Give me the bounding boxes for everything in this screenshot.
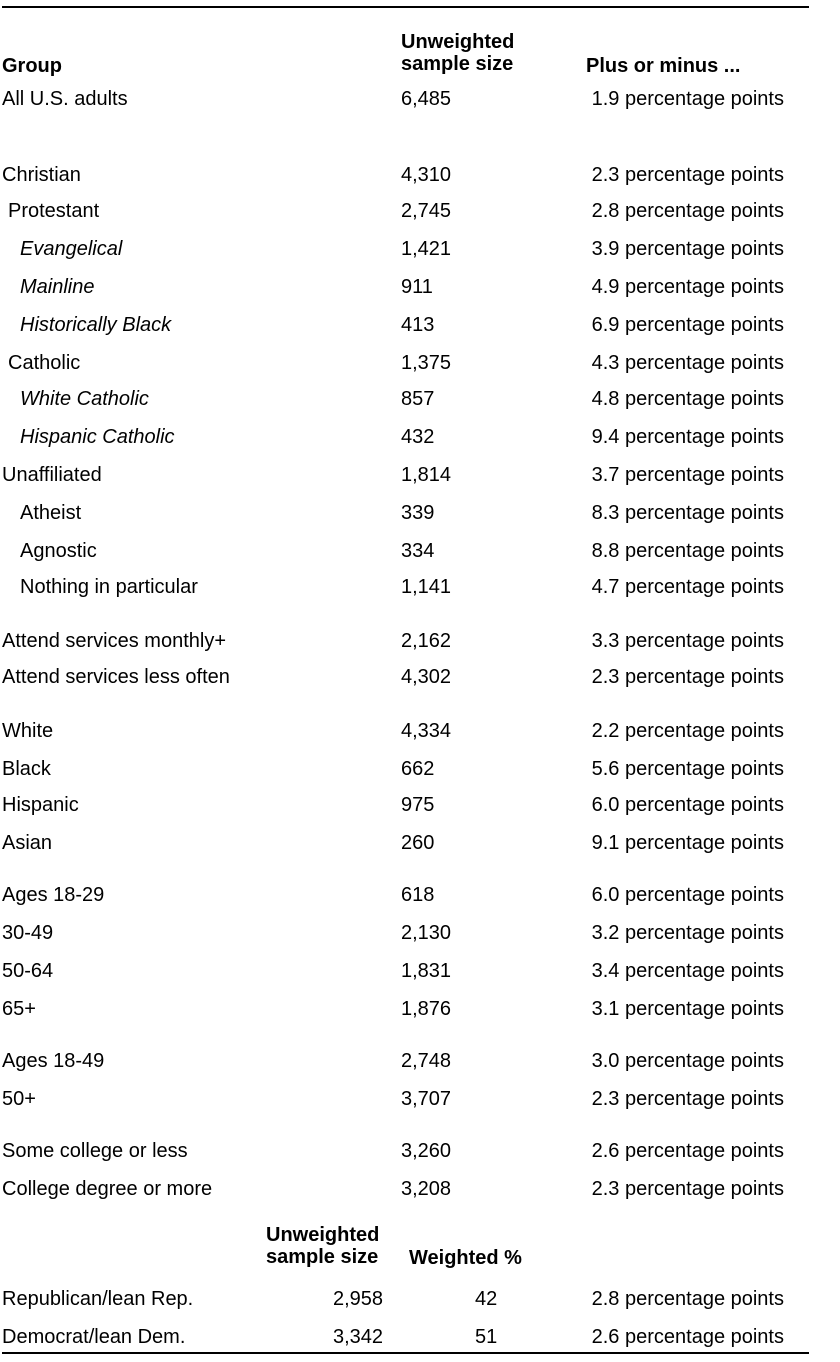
row-group-label: Catholic bbox=[8, 352, 81, 374]
row-group-label: 50+ bbox=[2, 1088, 36, 1110]
row-margin-of-error: 1.9 percentage points bbox=[591, 88, 784, 110]
row-group-label: Historically Black bbox=[20, 314, 172, 336]
row-margin-of-error: 4.9 percentage points bbox=[591, 276, 784, 298]
row-group-label: Hispanic bbox=[2, 794, 79, 816]
row-group-label: Hispanic Catholic bbox=[20, 426, 175, 448]
row-group-label: 50-64 bbox=[2, 960, 54, 982]
top-rule bbox=[2, 6, 809, 8]
row-group-label: Agnostic bbox=[20, 540, 97, 562]
row-margin-of-error: 3.2 percentage points bbox=[591, 922, 784, 944]
row-group-label: Ages 18-49 bbox=[2, 1050, 105, 1072]
row-group-label: Black bbox=[2, 758, 51, 780]
row-margin-of-error: 2.3 percentage points bbox=[591, 666, 784, 688]
row-margin-of-error: 8.3 percentage points bbox=[591, 502, 784, 524]
group-header: Group bbox=[2, 55, 62, 77]
row-group-label: White Catholic bbox=[20, 388, 149, 410]
row-group-label: Some college or less bbox=[2, 1140, 188, 1162]
plusminus-header: Plus or minus ... bbox=[586, 55, 741, 77]
row-group-label: College degree or more bbox=[2, 1178, 213, 1200]
party-sample-size-header-line1: Unweighted bbox=[266, 1224, 380, 1246]
row-group-label: Mainline bbox=[20, 276, 95, 298]
row-margin-of-error: 6.0 percentage points bbox=[591, 794, 784, 816]
row-margin-of-error: 3.7 percentage points bbox=[591, 464, 784, 486]
row-group-label: Attend services monthly+ bbox=[2, 630, 226, 652]
row-group-label: Unaffiliated bbox=[2, 464, 102, 486]
row-margin-of-error: 2.8 percentage points bbox=[591, 200, 784, 222]
row-group-label: Evangelical bbox=[20, 238, 123, 260]
row-margin-of-error: 6.9 percentage points bbox=[591, 314, 784, 336]
party-row-group-label: Republican/lean Rep. bbox=[2, 1288, 194, 1310]
row-margin-of-error: 3.3 percentage points bbox=[591, 630, 784, 652]
row-group-label: Atheist bbox=[20, 502, 82, 524]
row-group-label: Attend services less often bbox=[2, 666, 230, 688]
row-margin-of-error: 2.3 percentage points bbox=[591, 1178, 784, 1200]
row-margin-of-error: 2.3 percentage points bbox=[591, 1088, 784, 1110]
row-group-label: All U.S. adults bbox=[2, 88, 128, 110]
row-margin-of-error: 2.6 percentage points bbox=[591, 1140, 784, 1162]
row-group-label: 30-49 bbox=[2, 922, 54, 944]
row-margin-of-error: 9.1 percentage points bbox=[591, 832, 784, 854]
row-margin-of-error: 3.0 percentage points bbox=[591, 1050, 784, 1072]
row-margin-of-error: 4.3 percentage points bbox=[591, 352, 784, 374]
row-margin-of-error: 4.8 percentage points bbox=[591, 388, 784, 410]
party-row-margin-of-error: 2.6 percentage points bbox=[591, 1326, 784, 1348]
row-margin-of-error: 6.0 percentage points bbox=[591, 884, 784, 906]
row-group-label: Protestant bbox=[8, 200, 100, 222]
row-group-label: Nothing in particular bbox=[20, 576, 198, 598]
row-margin-of-error: 2.2 percentage points bbox=[591, 720, 784, 742]
row-group-label: 65+ bbox=[2, 998, 36, 1020]
row-margin-of-error: 9.4 percentage points bbox=[591, 426, 784, 448]
row-group-label: White bbox=[2, 720, 54, 742]
party-row-group-label: Democrat/lean Dem. bbox=[2, 1326, 186, 1348]
row-margin-of-error: 8.8 percentage points bbox=[591, 540, 784, 562]
row-margin-of-error: 2.3 percentage points bbox=[591, 164, 784, 186]
weighted-header: Weighted % bbox=[409, 1247, 522, 1269]
bottom-rule bbox=[2, 1352, 809, 1354]
row-margin-of-error: 3.4 percentage points bbox=[591, 960, 784, 982]
party-row-margin-of-error: 2.8 percentage points bbox=[591, 1288, 784, 1310]
party-sample-size-header bbox=[266, 1224, 379, 1268]
row-margin-of-error: 4.7 percentage points bbox=[591, 576, 784, 598]
row-group-label: Christian bbox=[2, 164, 81, 186]
row-margin-of-error: 5.6 percentage points bbox=[591, 758, 784, 780]
row-margin-of-error: 3.1 percentage points bbox=[591, 998, 784, 1020]
party-sample-size-header-line2: sample size bbox=[266, 1246, 379, 1268]
row-group-label: Asian bbox=[2, 832, 53, 854]
row-group-label: Ages 18-29 bbox=[2, 884, 105, 906]
row-margin-of-error: 3.9 percentage points bbox=[591, 238, 784, 260]
